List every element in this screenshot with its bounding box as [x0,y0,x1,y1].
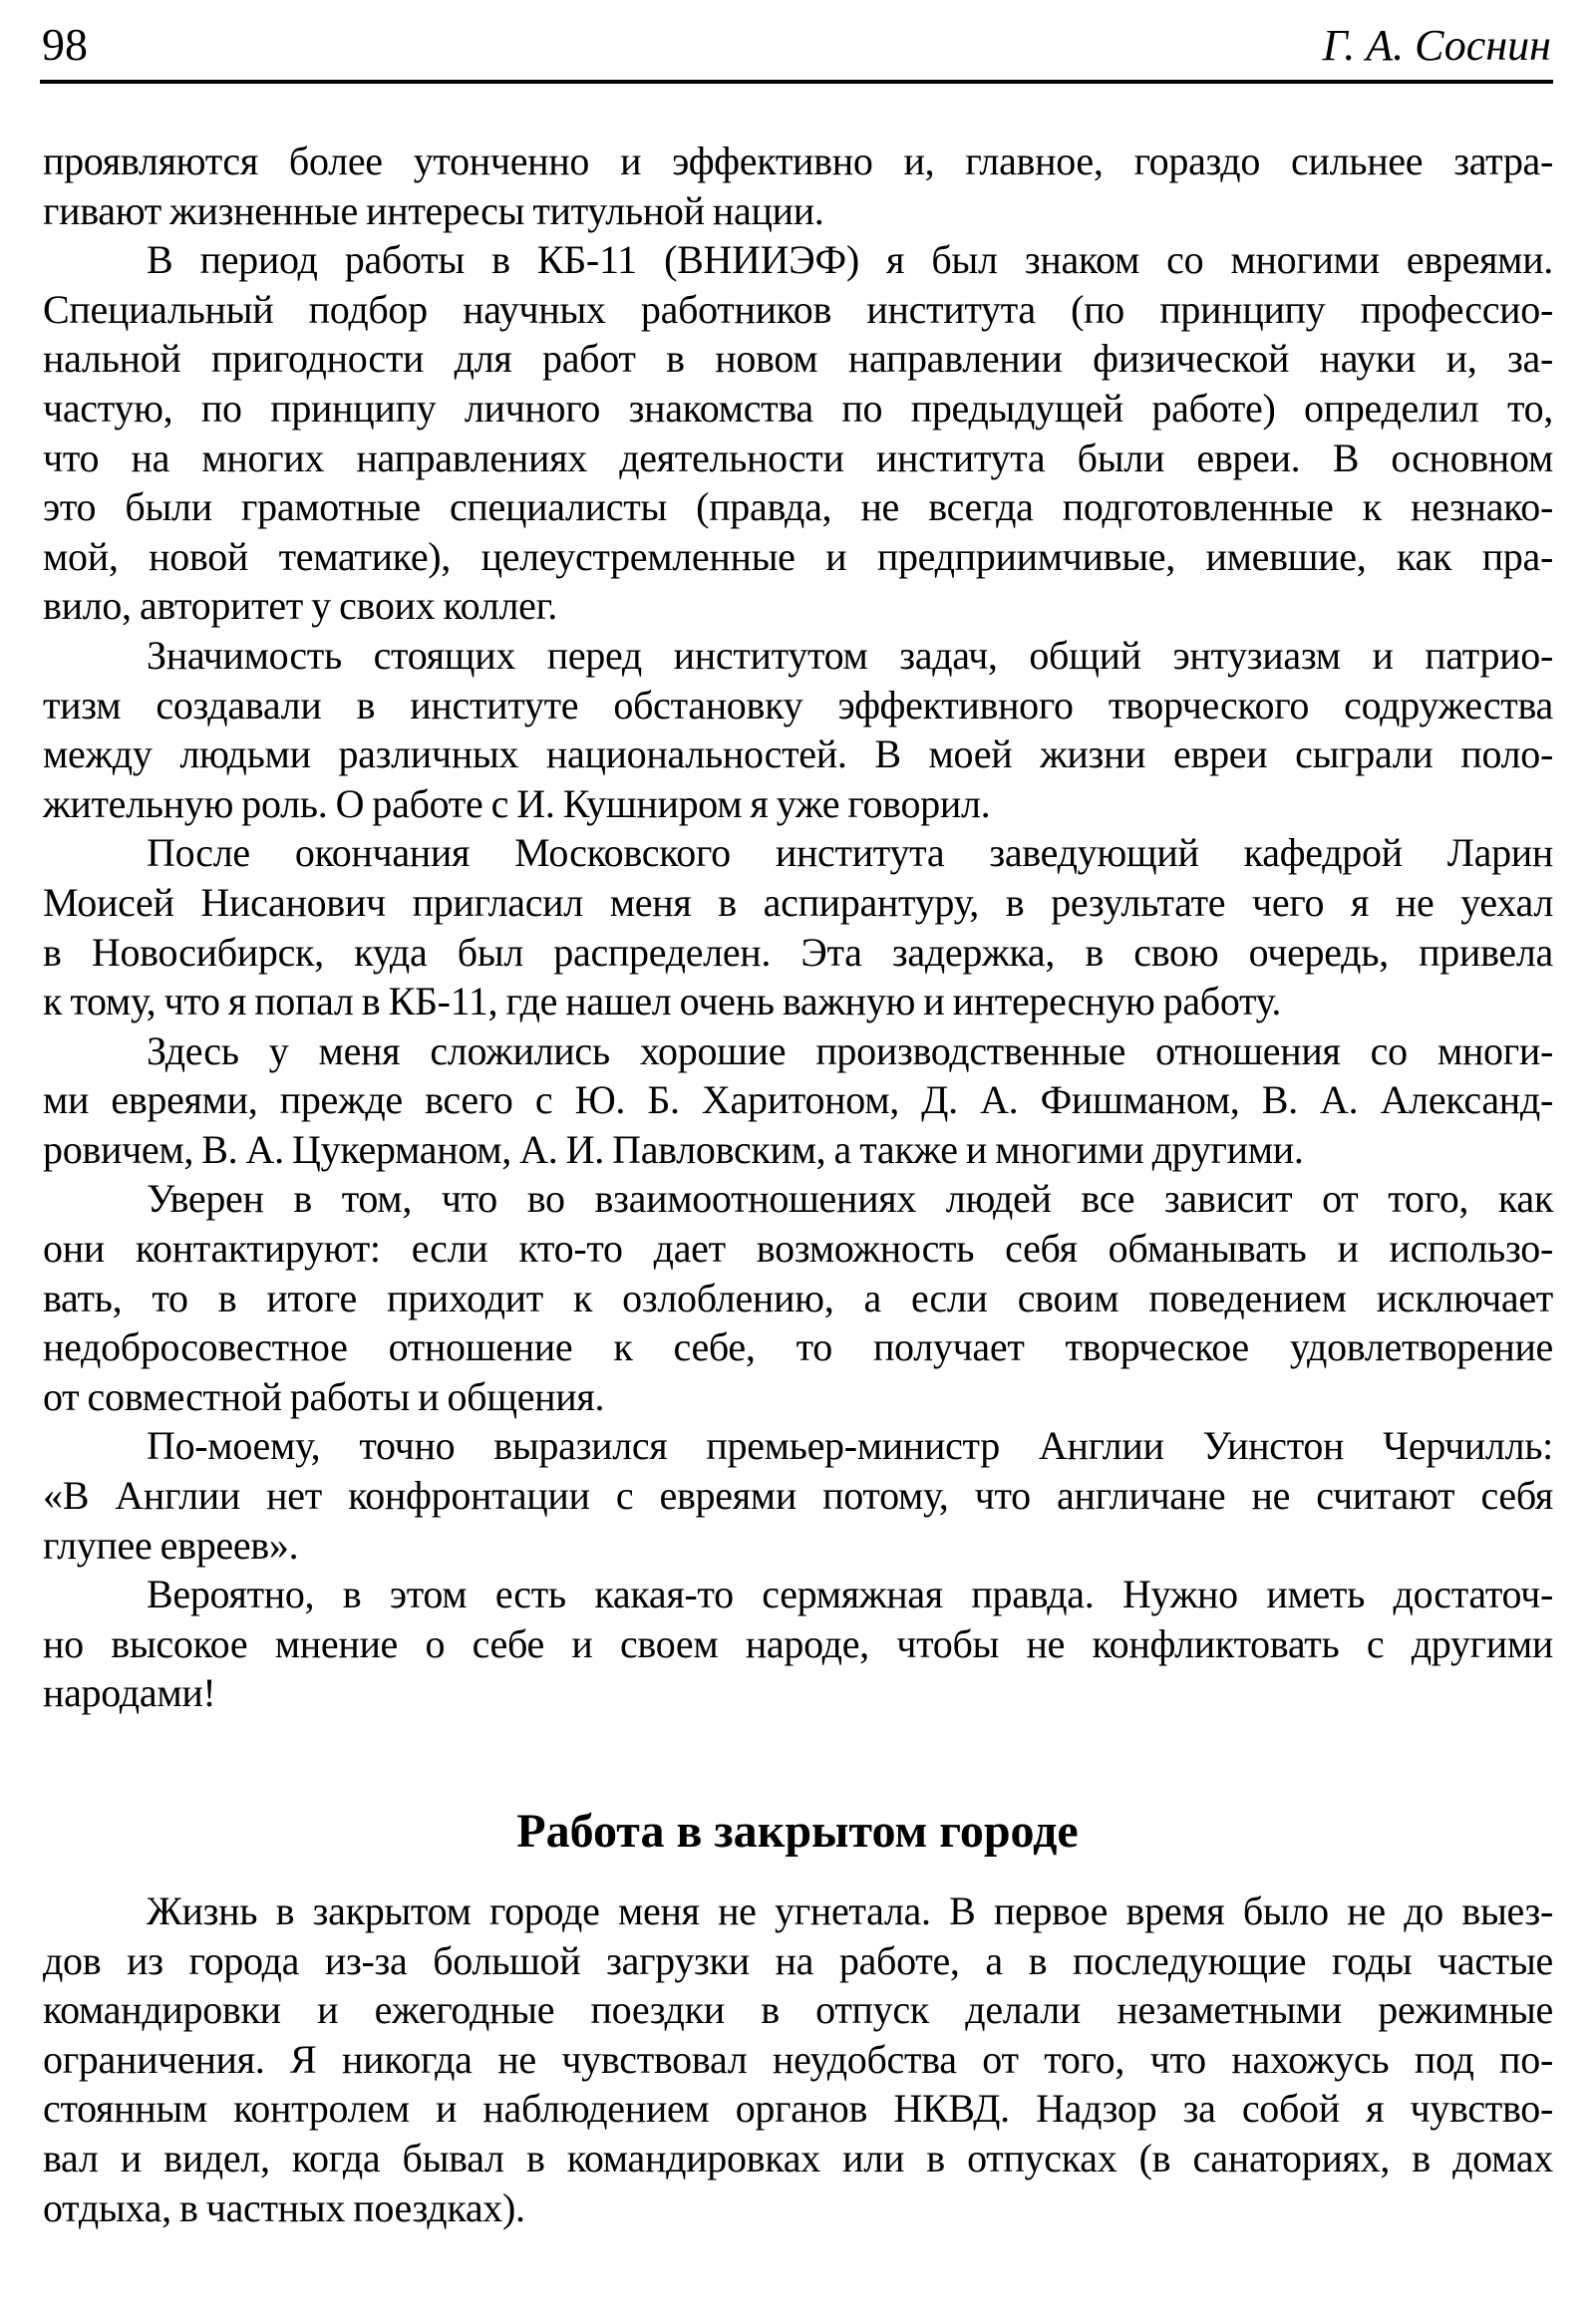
paragraph [43,1421,1553,1570]
paragraph [43,1887,1553,2232]
text-line: Уверен в том, что во взаимоотношениях людей все зависит от того, как [147,1176,1553,1222]
paragraph [43,1026,1553,1175]
text-line: недобросовестное отношение к себе, то получает творческое удовлетворение [43,1324,1553,1370]
text-line: к тому, что я попал в КБ-11, где нашел очень важную и интересную работу. [43,979,1282,1024]
text-line: Жизнь в закрытом городе меня не угнетала. В первое время было не до выез- [147,1888,1553,1933]
body-text-after-heading [43,1887,1553,2232]
paragraph [43,137,1553,235]
text-line: жительную роль. О работе с И. Кушниром я уже говорил. [43,780,991,826]
text-line: Специальный подбор научных работников института (по принципу профессио- [43,286,1553,332]
paragraph [43,1174,1553,1421]
text-line: Моисей Нисанович пригласил меня в аспирантуру, в результате чего я не уехал [43,879,1553,925]
text-line: ровичем, В. А. Цукерманом, А. И. Павловским, а также и многими другими. [43,1126,1304,1172]
body-text-before-heading [43,137,1553,1718]
text-line: Значимость стоящих перед институтом задач, общий энтузиазм и патрио- [147,632,1553,678]
text-line: глупее евреев». [43,1522,299,1568]
text-line: от совместной работы и общения. [43,1373,605,1419]
text-line: После окончания Московского института заведующий кафедрой Ларин [147,830,1553,876]
text-line: вило, авторитет у своих коллег. [43,583,557,629]
text-line: «В Англии нет конфронтации с евреями потому, что англичане не считают себя [43,1473,1553,1519]
text-line: ограничения. Я никогда не чувствовал неудобства от того, что нахожусь под по- [43,2036,1553,2082]
paragraph [43,631,1553,828]
text-line: ми евреями, прежде всего с Ю. Б. Харитоном, Д. А. Фишманом, В. А. Александ- [43,1077,1553,1123]
text-line: в Новосибирск, куда был распределен. Эта задержка, в свою очередь, привела [43,929,1553,975]
paragraph [43,1570,1553,1718]
text-line: они контактируют: если кто-то дает возможность себя обманывать и использо- [43,1226,1553,1272]
text-line: Вероятно, в этом есть какая-то сермяжная правда. Нужно иметь достаточ- [147,1572,1553,1617]
text-line: это были грамотные специалисты (правда, не всегда подготовленные к незнако- [43,484,1553,530]
paragraph [43,828,1553,1025]
text-line: Здесь у меня сложились хорошие производственные отношения со многи- [147,1027,1553,1073]
text-line: вал и видел, когда бывал в командировках или в отпусках (в санаториях, в домах [43,2135,1553,2180]
text-line: нальной пригодности для работ в новом направлении физической науки и, за- [43,336,1553,382]
text-line: гивают жизненные интересы титульной нации. [43,187,824,233]
text-line: мой, новой тематике), целеустремленные и предприимчивые, имевшие, как пра- [43,533,1553,579]
text-line: проявляются более утонченно и эффективно и, главное, гораздо сильнее затра- [43,139,1553,183]
section-heading: Работа в закрытом городе [516,1805,1079,1858]
text-line: что на многих направлениях деятельности института были евреи. В основном [43,435,1553,480]
text-line: В период работы в КБ-11 (ВНИИЭФ) я был знаком со многими евреями. [147,237,1553,283]
text-line: вать, то в итоге приходит к озлоблению, а если своим поведением исключает [43,1275,1553,1320]
text-line: стоянным контролем и наблюдением органов НКВД. Надзор за собой я чувство- [43,2086,1553,2132]
text-line: дов из города из-за большой загрузки на работе, а в последующие годы частые [43,1937,1553,1983]
header-rule [40,80,1553,84]
text-line: По-моему, точно выразился премьер-министр Англии Уинстон Черчилль: [147,1423,1553,1469]
text-line: отдыха, в частных поездках). [43,2184,525,2230]
text-line: народами! [43,1670,216,1716]
text-line: между людьми различных национальностей. В моей жизни евреи сыграли поло- [43,731,1553,777]
text-line: тизм создавали в институте обстановку эффективного творческого содружества [43,682,1553,727]
text-line: командировки и ежегодные поездки в отпуск делали незаметными режимные [43,1987,1553,2033]
paragraph [43,235,1553,631]
running-head-author: Г. А. Соснин [1322,21,1551,70]
text-line: но высокое мнение о себе и своем народе, чтобы не конфликтовать с другими [43,1620,1553,1666]
page-number: 98 [42,19,88,70]
text-line: частую, по принципу личного знакомства по предыдущей работе) определил то, [43,385,1553,431]
